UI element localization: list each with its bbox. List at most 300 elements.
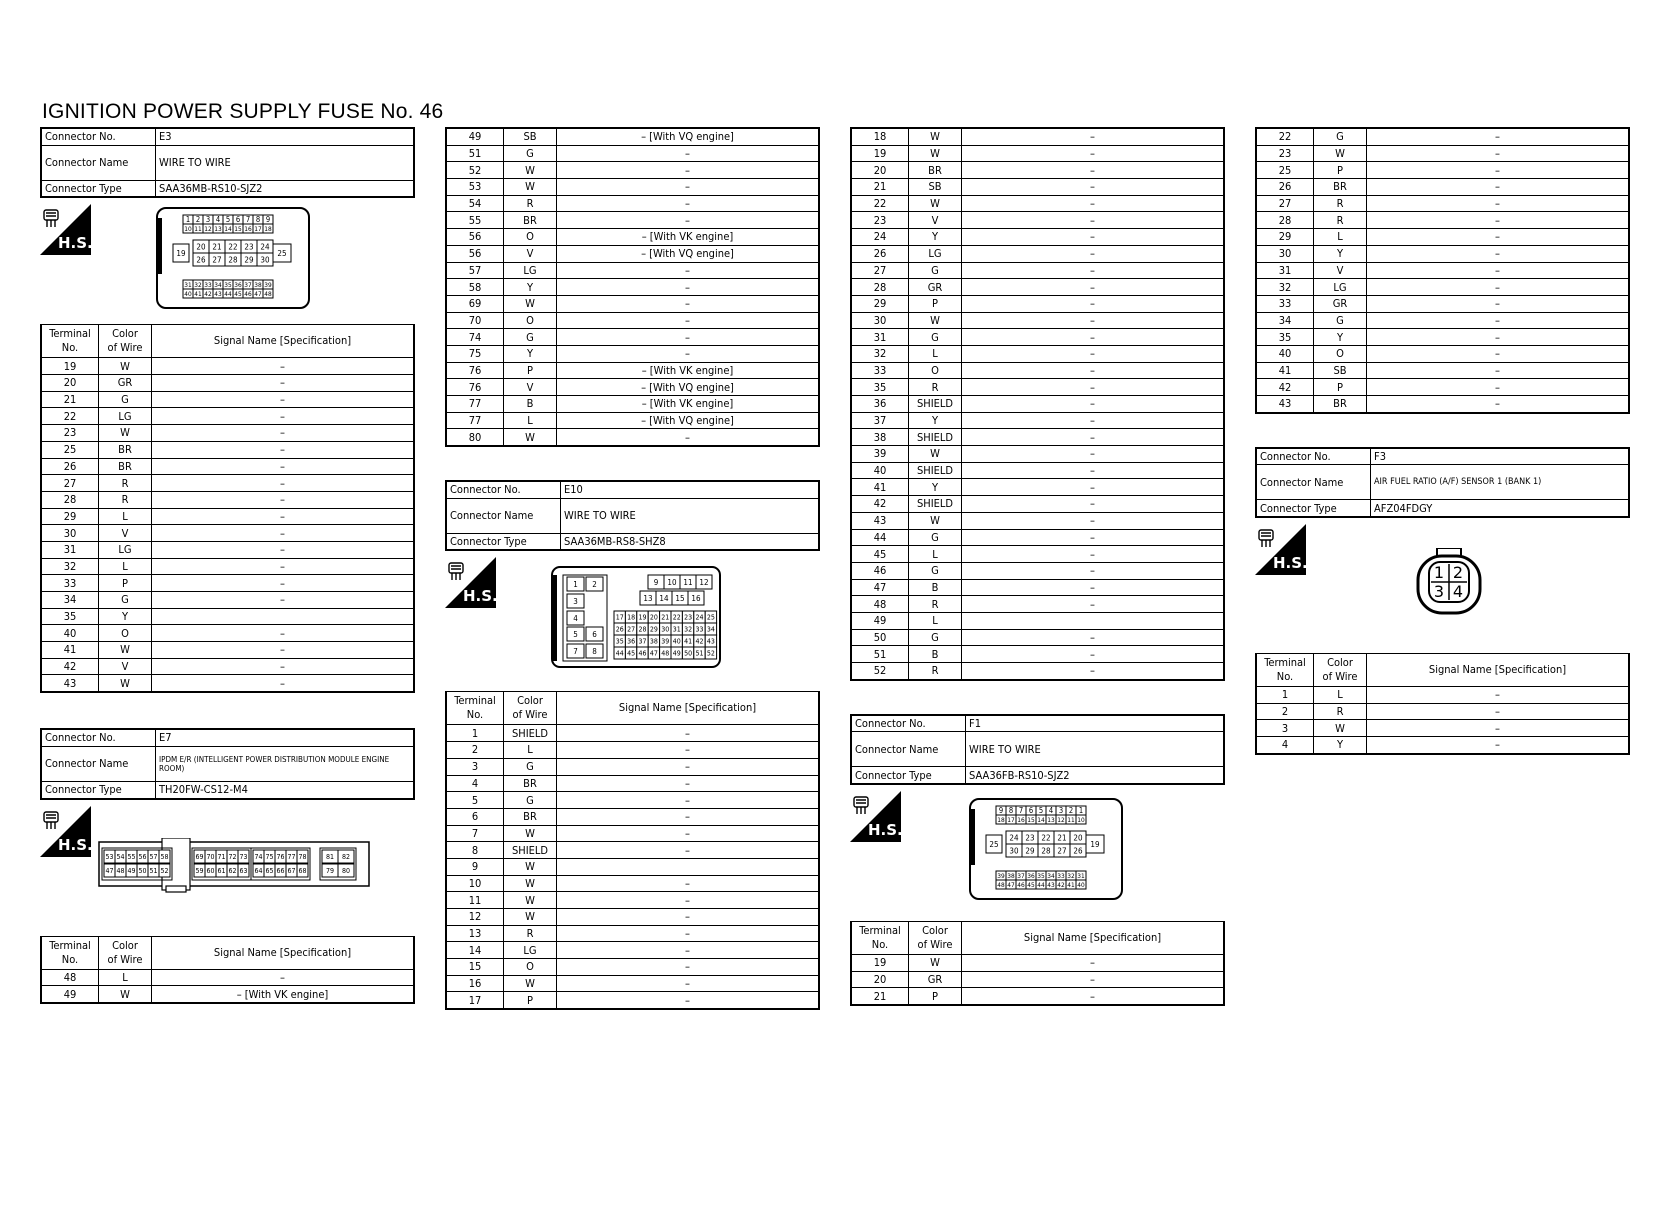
table-row: [41, 375, 414, 392]
signal-name-cell: – [With VK engine]: [557, 229, 820, 246]
connector-name-value: WIRE TO WIRE: [156, 145, 415, 180]
table-row: [851, 446, 1224, 463]
table-row: [446, 312, 819, 329]
connector-no-label: Connector No.: [446, 481, 561, 498]
svg-text:14: 14: [659, 594, 669, 604]
signal-name-cell: –: [1367, 262, 1630, 279]
hs-badge-icon: [40, 806, 91, 857]
terminal-no-cell: 32: [1256, 279, 1314, 296]
terminal-no-cell: 5: [446, 792, 504, 809]
wire-color-cell: SHIELD: [504, 725, 557, 742]
signal-name-cell: –: [962, 629, 1225, 646]
wire-color-cell: L: [99, 508, 152, 525]
terminal-no-cell: 52: [851, 663, 909, 680]
connector-name-value: AIR FUEL RATIO (A/F) SENSOR 1 (BANK 1): [1371, 465, 1630, 500]
signal-name-cell: –: [962, 512, 1225, 529]
signal-name-cell: – [With VK engine]: [557, 396, 820, 413]
signal-name-cell: –: [1367, 312, 1630, 329]
signal-name-cell: – [With VK engine]: [152, 986, 415, 1003]
column-1: [40, 127, 415, 1004]
terminal-no-cell: 17: [446, 992, 504, 1009]
connector-e10-pin-table-continued: [850, 127, 1225, 681]
svg-text:39: 39: [661, 637, 670, 646]
table-row: [41, 508, 414, 525]
table-row: [851, 612, 1224, 629]
svg-text:H.S.: H.S.: [58, 835, 91, 854]
connector-e10-pin-table: [445, 691, 820, 1010]
svg-text:34: 34: [1047, 871, 1055, 880]
table-row: [851, 162, 1224, 179]
svg-text:19: 19: [638, 613, 647, 622]
svg-text:45: 45: [1027, 880, 1035, 889]
terminal-no-cell: 21: [851, 179, 909, 196]
wire-color-cell: Y: [1314, 245, 1367, 262]
wire-color-cell: SHIELD: [504, 842, 557, 859]
svg-text:33: 33: [695, 625, 704, 634]
svg-text:20: 20: [1073, 833, 1083, 843]
connector-f3-info: [1255, 447, 1630, 518]
svg-text:60: 60: [206, 866, 215, 875]
connector-no-label: Connector No.: [851, 715, 966, 732]
signal-name-cell: –: [1367, 703, 1630, 720]
svg-text:42: 42: [695, 637, 704, 646]
table-row: [1256, 703, 1629, 720]
svg-text:24: 24: [695, 613, 704, 622]
signal-name-cell: –: [962, 479, 1225, 496]
wire-color-cell: G: [504, 145, 557, 162]
wire-color-cell: W: [909, 195, 962, 212]
table-row: [851, 462, 1224, 479]
svg-text:45: 45: [627, 649, 636, 658]
wire-color-cell: Y: [1314, 737, 1367, 754]
svg-text:29: 29: [649, 625, 658, 634]
svg-text:8: 8: [592, 647, 597, 657]
terminal-no-cell: 41: [41, 642, 99, 659]
svg-text:17: 17: [615, 613, 624, 622]
connector-e7-pin-table-continued: [445, 127, 820, 447]
table-row: [851, 128, 1224, 145]
table-row: [446, 825, 819, 842]
table-row: [1256, 379, 1629, 396]
svg-text:4: 4: [215, 215, 221, 225]
connector-name-value: WIRE TO WIRE: [966, 732, 1225, 767]
wire-color-cell: SHIELD: [909, 429, 962, 446]
signal-name-cell: –: [557, 825, 820, 842]
wire-color-cell: R: [909, 663, 962, 680]
svg-text:72: 72: [228, 852, 237, 861]
svg-text:27: 27: [212, 255, 222, 265]
wire-color-cell: R: [99, 491, 152, 508]
terminal-no-cell: 35: [1256, 329, 1314, 346]
wire-color-cell: V: [504, 379, 557, 396]
table-row: [446, 775, 819, 792]
wire-color-cell: G: [504, 758, 557, 775]
signal-name-cell: –: [1367, 720, 1630, 737]
wire-color-cell: W: [909, 312, 962, 329]
wire-color-cell: LG: [99, 408, 152, 425]
table-row: [851, 579, 1224, 596]
connector-name-label: Connector Name: [41, 746, 156, 781]
svg-text:41: 41: [684, 637, 693, 646]
signal-name-cell: –: [557, 195, 820, 212]
signal-name-cell: –: [152, 625, 415, 642]
svg-text:28: 28: [1041, 846, 1051, 856]
wire-color-cell: R: [909, 596, 962, 613]
wire-color-cell: G: [504, 792, 557, 809]
terminal-no-cell: 40: [1256, 345, 1314, 362]
connector-f3-face: [1415, 548, 1485, 622]
svg-text:18: 18: [997, 815, 1005, 824]
terminal-no-cell: 13: [446, 925, 504, 942]
terminal-no-cell: 11: [446, 892, 504, 909]
wire-color-cell: O: [1314, 345, 1367, 362]
svg-text:35: 35: [224, 281, 232, 290]
wire-color-cell: BR: [504, 808, 557, 825]
wire-color-cell: W: [504, 975, 557, 992]
terminal-no-cell: 49: [446, 128, 504, 145]
signal-name-cell: [962, 612, 1225, 629]
connector-no-value: F1: [966, 715, 1225, 732]
signal-name-header: Signal Name [Specification]: [557, 692, 820, 725]
signal-name-cell: –: [962, 412, 1225, 429]
terminal-no-cell: 19: [41, 358, 99, 375]
signal-name-cell: –: [152, 475, 415, 492]
svg-text:22: 22: [672, 613, 681, 622]
wire-color-cell: W: [99, 358, 152, 375]
connector-type-label: Connector Type: [851, 767, 966, 784]
signal-name-cell: –: [962, 179, 1225, 196]
signal-name-cell: –: [1367, 362, 1630, 379]
table-row: [851, 179, 1224, 196]
svg-text:13: 13: [214, 225, 222, 234]
signal-name-cell: –: [152, 508, 415, 525]
wire-color-cell: W: [909, 512, 962, 529]
svg-text:5: 5: [573, 630, 578, 640]
wire-color-cell: W: [909, 128, 962, 145]
wire-color-cell: LG: [504, 262, 557, 279]
terminal-no-cell: 2: [446, 742, 504, 759]
svg-text:13: 13: [643, 594, 653, 604]
svg-text:15: 15: [675, 594, 685, 604]
table-row: [1256, 345, 1629, 362]
signal-name-cell: –: [152, 425, 415, 442]
table-row: [446, 925, 819, 942]
terminal-no-cell: 7: [446, 825, 504, 842]
wire-color-cell: Y: [504, 279, 557, 296]
table-row: [1256, 195, 1629, 212]
wire-color-cell: P: [909, 988, 962, 1005]
svg-text:9: 9: [653, 578, 659, 588]
terminal-no-cell: 76: [446, 379, 504, 396]
signal-name-cell: –: [962, 562, 1225, 579]
table-row: [41, 475, 414, 492]
svg-text:71: 71: [217, 852, 226, 861]
svg-text:11: 11: [683, 578, 693, 588]
table-row: [851, 412, 1224, 429]
svg-text:19: 19: [1090, 839, 1100, 849]
table-row: [446, 345, 819, 362]
wire-color-cell: L: [909, 612, 962, 629]
terminal-no-cell: 49: [41, 986, 99, 1003]
svg-text:4: 4: [1048, 806, 1054, 816]
table-row: [446, 262, 819, 279]
signal-name-cell: –: [557, 909, 820, 926]
svg-text:H.S.: H.S.: [1273, 554, 1306, 573]
wire-color-cell: BR: [99, 458, 152, 475]
connector-type-value: SAA36MB-RS8-SHZ8: [561, 533, 820, 550]
wire-color-cell: O: [504, 229, 557, 246]
signal-name-cell: –: [1367, 128, 1630, 145]
terminal-no-cell: 23: [851, 212, 909, 229]
terminal-no-cell: 26: [41, 458, 99, 475]
wire-color-cell: Y: [1314, 329, 1367, 346]
connector-f3-pin-table: [1255, 653, 1630, 755]
wire-color-cell: W: [504, 858, 557, 875]
svg-text:24: 24: [1009, 833, 1019, 843]
wire-color-cell: SHIELD: [909, 496, 962, 513]
svg-text:43: 43: [214, 290, 222, 299]
signal-name-cell: – [With VK engine]: [557, 362, 820, 379]
table-row: [851, 988, 1224, 1005]
wire-color-cell: G: [99, 391, 152, 408]
connector-no-value: E10: [561, 481, 820, 498]
wire-color-cell: BR: [1314, 396, 1367, 413]
svg-text:16: 16: [691, 594, 701, 604]
signal-name-cell: –: [962, 229, 1225, 246]
svg-text:7: 7: [245, 215, 251, 225]
terminal-no-cell: 26: [851, 245, 909, 262]
table-row: [851, 362, 1224, 379]
svg-text:20: 20: [649, 613, 658, 622]
wire-color-cell: R: [504, 925, 557, 942]
terminal-no-header: Terminal No.: [41, 936, 99, 969]
signal-name-cell: –: [962, 496, 1225, 513]
terminal-no-cell: 32: [41, 558, 99, 575]
wire-color-cell: Y: [909, 229, 962, 246]
signal-name-cell: –: [1367, 279, 1630, 296]
signal-name-cell: –: [962, 128, 1225, 145]
terminal-no-cell: 8: [446, 842, 504, 859]
svg-text:8: 8: [255, 215, 261, 225]
table-row: [41, 425, 414, 442]
svg-text:78: 78: [298, 852, 307, 861]
signal-name-cell: –: [962, 312, 1225, 329]
wire-color-cell: P: [1314, 379, 1367, 396]
terminal-no-cell: 51: [851, 646, 909, 663]
wire-color-cell: G: [1314, 128, 1367, 145]
svg-text:44: 44: [1037, 880, 1045, 889]
wire-color-cell: G: [909, 529, 962, 546]
terminal-no-cell: 28: [851, 279, 909, 296]
signal-name-cell: –: [152, 658, 415, 675]
terminal-no-cell: 28: [41, 491, 99, 508]
svg-text:22: 22: [228, 242, 238, 252]
signal-name-cell: [152, 608, 415, 625]
connector-type-label: Connector Type: [1256, 500, 1371, 517]
terminal-no-cell: 43: [41, 675, 99, 692]
hs-badge-icon: [1255, 524, 1306, 575]
wire-color-cell: G: [99, 592, 152, 609]
signal-name-cell: –: [962, 429, 1225, 446]
pin-table-header: [41, 936, 414, 969]
svg-text:14: 14: [1037, 815, 1045, 824]
svg-text:32: 32: [684, 625, 693, 634]
terminal-no-cell: 49: [851, 612, 909, 629]
svg-text:23: 23: [244, 242, 254, 252]
wire-color-cell: W: [504, 875, 557, 892]
svg-text:3: 3: [205, 215, 211, 225]
table-row: [41, 408, 414, 425]
svg-text:39: 39: [264, 281, 272, 290]
wire-color-cell: P: [99, 575, 152, 592]
signal-name-cell: –: [152, 491, 415, 508]
table-row: [1256, 145, 1629, 162]
terminal-no-cell: 22: [41, 408, 99, 425]
table-row: [851, 529, 1224, 546]
pin-table-header: [446, 692, 819, 725]
table-row: [1256, 720, 1629, 737]
terminal-no-cell: 33: [1256, 295, 1314, 312]
terminal-no-cell: 40: [41, 625, 99, 642]
table-row: [446, 909, 819, 926]
connector-type-value: TH20FW-CS12-M4: [156, 781, 415, 798]
svg-text:48: 48: [997, 880, 1005, 889]
terminal-no-cell: 75: [446, 345, 504, 362]
signal-name-cell: –: [962, 955, 1225, 972]
wire-color-cell: W: [504, 179, 557, 196]
terminal-no-cell: 20: [851, 971, 909, 988]
signal-name-header: Signal Name [Specification]: [152, 325, 415, 358]
terminal-no-cell: 47: [851, 579, 909, 596]
terminal-no-header: Terminal No.: [446, 692, 504, 725]
wire-color-cell: O: [504, 959, 557, 976]
wire-color-cell: LG: [1314, 279, 1367, 296]
table-row: [851, 396, 1224, 413]
column-2: [445, 127, 820, 1010]
table-row: [41, 441, 414, 458]
svg-text:29: 29: [244, 255, 254, 265]
svg-text:70: 70: [206, 852, 215, 861]
connector-face-svg: [1415, 548, 1485, 618]
terminal-no-cell: 3: [446, 758, 504, 775]
svg-text:35: 35: [615, 637, 624, 646]
table-row: [41, 358, 414, 375]
signal-name-cell: [557, 858, 820, 875]
signal-name-cell: –: [152, 525, 415, 542]
wire-color-cell: V: [504, 245, 557, 262]
signal-name-cell: –: [962, 212, 1225, 229]
svg-text:46: 46: [638, 649, 647, 658]
signal-name-header: Signal Name [Specification]: [962, 922, 1225, 955]
signal-name-cell: –: [557, 758, 820, 775]
terminal-no-cell: 27: [41, 475, 99, 492]
svg-text:50: 50: [684, 649, 693, 658]
connector-e3-pin-table: [40, 324, 415, 693]
signal-name-cell: –: [152, 642, 415, 659]
terminal-no-cell: 33: [851, 362, 909, 379]
svg-text:47: 47: [254, 290, 262, 299]
wire-color-cell: W: [504, 429, 557, 446]
svg-text:35: 35: [1037, 871, 1045, 880]
svg-text:28: 28: [638, 625, 647, 634]
terminal-no-cell: 1: [446, 725, 504, 742]
svg-text:52: 52: [160, 866, 169, 875]
terminal-no-cell: 41: [1256, 362, 1314, 379]
svg-text:22: 22: [1041, 833, 1051, 843]
wire-color-cell: G: [909, 629, 962, 646]
column-3: [850, 127, 1225, 1006]
wire-color-cell: Y: [504, 345, 557, 362]
table-row: [446, 875, 819, 892]
wire-color-cell: O: [99, 625, 152, 642]
signal-name-cell: –: [962, 279, 1225, 296]
svg-text:53: 53: [105, 852, 114, 861]
svg-text:40: 40: [1077, 880, 1085, 889]
table-row: [851, 229, 1224, 246]
svg-text:41: 41: [194, 290, 202, 299]
signal-name-cell: –: [962, 245, 1225, 262]
signal-name-cell: –: [557, 262, 820, 279]
table-row: [446, 758, 819, 775]
signal-name-cell: –: [152, 358, 415, 375]
column-4: [1255, 127, 1630, 755]
wire-color-cell: B: [909, 646, 962, 663]
signal-name-cell: –: [1367, 162, 1630, 179]
svg-text:H.S.: H.S.: [463, 587, 496, 606]
svg-text:6: 6: [592, 630, 597, 640]
connector-f1-pin-table-continued: [1255, 127, 1630, 414]
connector-face-svg: [968, 797, 1128, 901]
svg-text:48: 48: [661, 649, 670, 658]
wire-color-cell: G: [909, 262, 962, 279]
table-row: [1256, 128, 1629, 145]
table-row: [851, 629, 1224, 646]
wire-color-cell: V: [1314, 262, 1367, 279]
signal-name-cell: –: [152, 592, 415, 609]
signal-name-cell: –: [557, 429, 820, 446]
svg-text:77: 77: [287, 852, 296, 861]
svg-text:10: 10: [1077, 815, 1085, 824]
svg-text:43: 43: [1047, 880, 1055, 889]
signal-name-cell: –: [962, 329, 1225, 346]
table-row: [1256, 245, 1629, 262]
svg-text:55: 55: [127, 852, 136, 861]
connector-name-label: Connector Name: [851, 732, 966, 767]
table-row: [1256, 329, 1629, 346]
terminal-no-cell: 22: [851, 195, 909, 212]
table-row: [851, 596, 1224, 613]
hs-badge-icon: [850, 791, 901, 842]
svg-text:38: 38: [254, 281, 262, 290]
svg-text:9: 9: [265, 215, 271, 225]
signal-name-cell: –: [1367, 345, 1630, 362]
wire-color-cell: R: [1314, 195, 1367, 212]
table-row: [851, 646, 1224, 663]
svg-text:1: 1: [185, 215, 191, 225]
svg-text:37: 37: [638, 637, 647, 646]
table-row: [446, 162, 819, 179]
connector-type-value: SAA36FB-RS10-SJZ2: [966, 767, 1225, 784]
terminal-no-cell: 77: [446, 396, 504, 413]
svg-text:1: 1: [573, 580, 578, 590]
signal-name-cell: –: [962, 162, 1225, 179]
color-of-wire-header: Color of Wire: [909, 922, 962, 955]
svg-text:3: 3: [1433, 582, 1445, 602]
table-row: [41, 969, 414, 986]
svg-text:26: 26: [1073, 846, 1083, 856]
wire-color-cell: P: [1314, 162, 1367, 179]
svg-text:36: 36: [627, 637, 636, 646]
